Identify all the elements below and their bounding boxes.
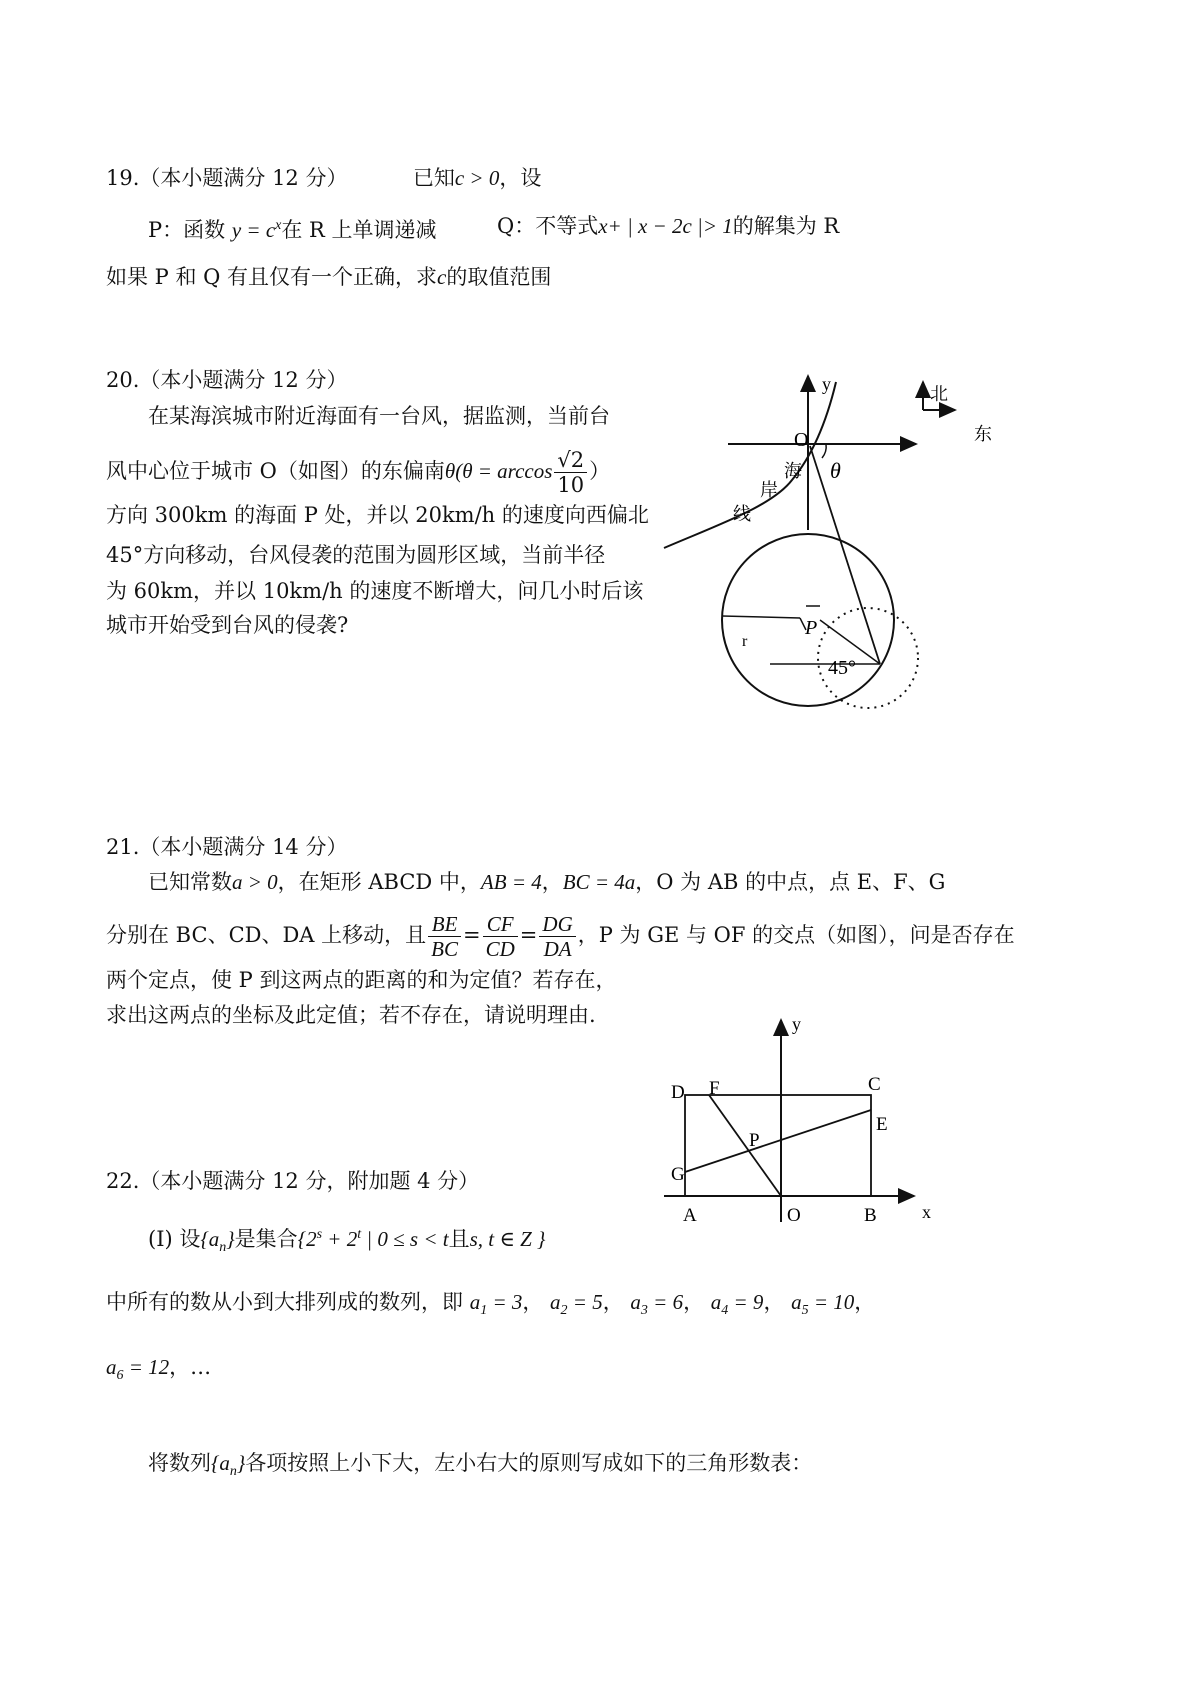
theta-arc bbox=[822, 444, 826, 458]
term-a6: $a_6 = 12$ bbox=[106, 1355, 170, 1384]
label-D: D bbox=[671, 1082, 685, 1103]
term-a1: $a_1 = 3$ bbox=[469, 1290, 523, 1319]
radius-label: r bbox=[742, 633, 748, 650]
q19-p-text: 在 R 上单调递减 bbox=[281, 218, 437, 242]
q19-title: 19.（本小题满分 12 分） bbox=[106, 166, 348, 190]
q21-title: 21.（本小题满分 14 分） bbox=[106, 835, 348, 859]
q22-line-3: $a_6 = 12$，… bbox=[106, 1355, 212, 1384]
q19-q-math: x+ | x − 2c |> 1 bbox=[598, 214, 733, 238]
radius-line-1 bbox=[722, 616, 800, 618]
q20-title: 20.（本小题满分 12 分） bbox=[106, 368, 348, 392]
q19-p-label: P：函数 bbox=[148, 218, 226, 242]
term-a3: $a_3 = 6$ bbox=[630, 1290, 684, 1319]
set-notation: {$2^s + 2^t$ | 0 ≤ s < t bbox=[297, 1227, 449, 1251]
rectangle-figure bbox=[660, 1010, 950, 1230]
q19-header bbox=[106, 163, 541, 193]
frac-cf-cd: $\frac{CF}{CD}$ bbox=[483, 912, 518, 961]
angle-45-label: 45° bbox=[828, 657, 856, 679]
compass-north-label: 北 bbox=[930, 384, 948, 404]
q22-line-4: 将数列$\{a_n\}$各项按照上小下大，左小右大的原则写成如下的三角形数表： bbox=[148, 1451, 813, 1480]
q19-given-end: ，设 bbox=[499, 166, 542, 190]
label-C: C bbox=[868, 1074, 881, 1095]
q19-given-math: c > 0 bbox=[454, 166, 500, 190]
sequence-notation: $\{a_n\}$ bbox=[200, 1227, 235, 1256]
fig21-y-label: y bbox=[792, 1014, 801, 1034]
label-E: E bbox=[876, 1114, 888, 1135]
q19-p-statement bbox=[148, 211, 437, 245]
point-p-label: P bbox=[805, 617, 818, 639]
figure-y-label: y bbox=[822, 374, 831, 394]
q19-p-math: $y = c^x$ bbox=[231, 218, 282, 242]
coast-label-1: 海 bbox=[784, 461, 802, 481]
q19-given-text: 已知 bbox=[412, 166, 455, 190]
q21-line-4: 求出这两点的坐标及此定值；若不存在，请说明理由. bbox=[106, 1003, 596, 1027]
term-a2: $a_2 = 5$ bbox=[550, 1290, 603, 1319]
rectangle-abcd bbox=[685, 1095, 871, 1196]
q20-line-4: 45°方向移动，台风侵袭的范围为圆形区域，当前半径 bbox=[106, 543, 606, 567]
q20-line-5: 为 60km，并以 10km/h 的速度不断增大，问几小时后该 bbox=[106, 579, 644, 603]
term-a4: $a_4 = 9$ bbox=[710, 1290, 764, 1319]
typhoon-figure bbox=[650, 370, 1030, 730]
label-O: O bbox=[787, 1205, 801, 1226]
label-F: F bbox=[709, 1078, 720, 1099]
q20-line-6: 城市开始受到台风的侵袭? bbox=[106, 613, 349, 637]
term-a5: $a_5 = 10$ bbox=[791, 1290, 855, 1319]
q22-title: 22.（本小题满分 12 分，附加题 4 分） bbox=[106, 1169, 480, 1193]
q19-q-statement bbox=[497, 211, 839, 241]
label-B: B bbox=[864, 1205, 877, 1226]
q22-line-1: (I) 设$\{a_n\}$是集合{$2^s + 2^t$ | 0 ≤ s < t且s, t ∈ Z } bbox=[148, 1227, 546, 1256]
q19-q-label: Q：不等式 bbox=[497, 214, 599, 238]
q22-line-2: 中所有的数从小到大排列成的数列，即 $a_1 = 3$， $a_2 = 5$， $a_3 = 6$， $a_4 = 9$， $a_5 = 10$， bbox=[106, 1290, 876, 1319]
segment-of bbox=[709, 1095, 781, 1196]
coast-label-2: 岸 bbox=[760, 480, 778, 500]
label-G: G bbox=[671, 1164, 685, 1185]
q20-line-3: 方向 300km 的海面 P 处，并以 20km/h 的速度向西偏北 bbox=[106, 503, 649, 527]
q20-fraction: $\frac{√2}{10}$ bbox=[554, 448, 587, 497]
q21-line-3: 两个定点，使 P 到这两点的距离的和为定值？若存在， bbox=[106, 968, 617, 992]
frac-dg-da: $\frac{DG}{DA}$ bbox=[539, 912, 575, 961]
label-A: A bbox=[683, 1205, 697, 1226]
fig21-x-label: x bbox=[922, 1202, 931, 1222]
compass-east-label: 东 bbox=[974, 424, 992, 444]
figure-origin-label: O bbox=[794, 429, 809, 451]
figure-theta-label: θ bbox=[830, 458, 841, 483]
q20-line-2: 风中心位于城市 O（如图）的东偏南θ(θ = arccos $\frac{√2}{10}$ ） bbox=[106, 448, 611, 497]
q20-line-1: 在某海滨城市附近海面有一台风，据监测，当前台 bbox=[148, 404, 610, 428]
q21-line-2: 分别在 BC、CD、DA 上移动，且 $\frac{BE}{BC}$ = $\frac{CF}{CD}$ = $\frac{DG}{DA}$ ，P 为 GE 与 OF 的交点（如图），问是否存在 bbox=[106, 912, 1015, 961]
q19-ask: 如果 P 和 Q 有且仅有一个正确，求c的取值范围 bbox=[106, 265, 552, 289]
label-P: P bbox=[749, 1130, 760, 1151]
bearing-line bbox=[810, 446, 880, 664]
coast-label-3: 线 bbox=[733, 504, 751, 524]
q19-q-text: 的解集为 R bbox=[732, 214, 840, 238]
segment-ge bbox=[685, 1110, 871, 1172]
q21-line-1: 已知常数a > 0，在矩形 ABCD 中，AB = 4，BC = 4a，O 为 AB 的中点，点 E、F、G bbox=[148, 870, 946, 894]
frac-be-bc: $\frac{BE}{BC}$ bbox=[428, 912, 461, 961]
